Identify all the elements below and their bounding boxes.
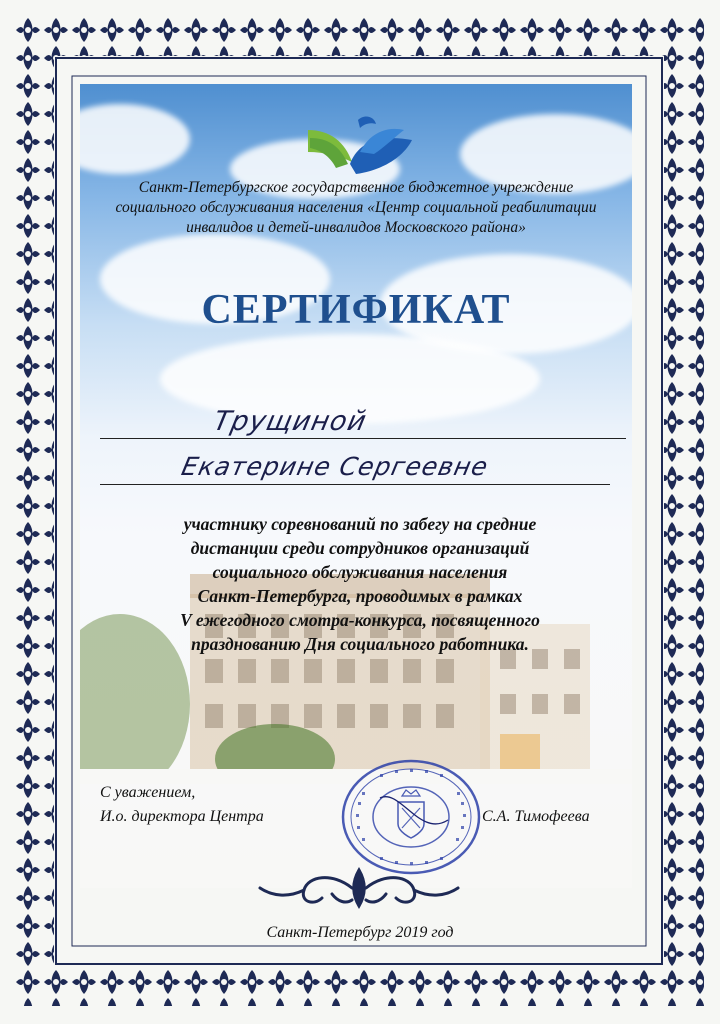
body-line: празднованию Дня социального работника.	[191, 634, 529, 654]
body-line: участнику соревнований по забегу на средние	[183, 514, 537, 534]
recipient-name: Екатерине Сергеевне	[178, 452, 492, 481]
official-stamp	[340, 758, 482, 876]
organization-logo	[300, 112, 418, 182]
organization-line: Санкт-Петербургское государственное бюджетное учреждение	[138, 179, 574, 196]
organization-line: социального обслуживания населения «Центр социальной реабилитации	[115, 199, 597, 216]
signature-greeting: С уважением,	[100, 784, 196, 801]
signature-name: С.А. Тимофеева	[482, 808, 590, 825]
body-line: Санкт-Петербурга, проводимых в рамках	[197, 586, 523, 606]
signature-position: И.о. директора Центра	[100, 808, 264, 825]
body-line: социального обслуживания населения	[212, 562, 508, 582]
body-line: V ежегодного смотра-конкурса, посвященного	[180, 610, 540, 630]
ornament-divider	[252, 862, 466, 914]
place-and-year: Санкт-Петербург 2019 год	[266, 924, 454, 941]
recipient-surname: Трущиной	[210, 406, 370, 437]
organization-line: инвалидов и детей-инвалидов Московского района»	[186, 219, 526, 236]
organization-name	[84, 178, 628, 238]
underline	[100, 484, 610, 485]
certificate-title: СЕРТИФИКАТ	[201, 287, 511, 333]
certificate-body	[100, 512, 620, 656]
underline	[100, 438, 626, 439]
body-line: дистанции среди сотрудников организаций	[190, 538, 530, 558]
